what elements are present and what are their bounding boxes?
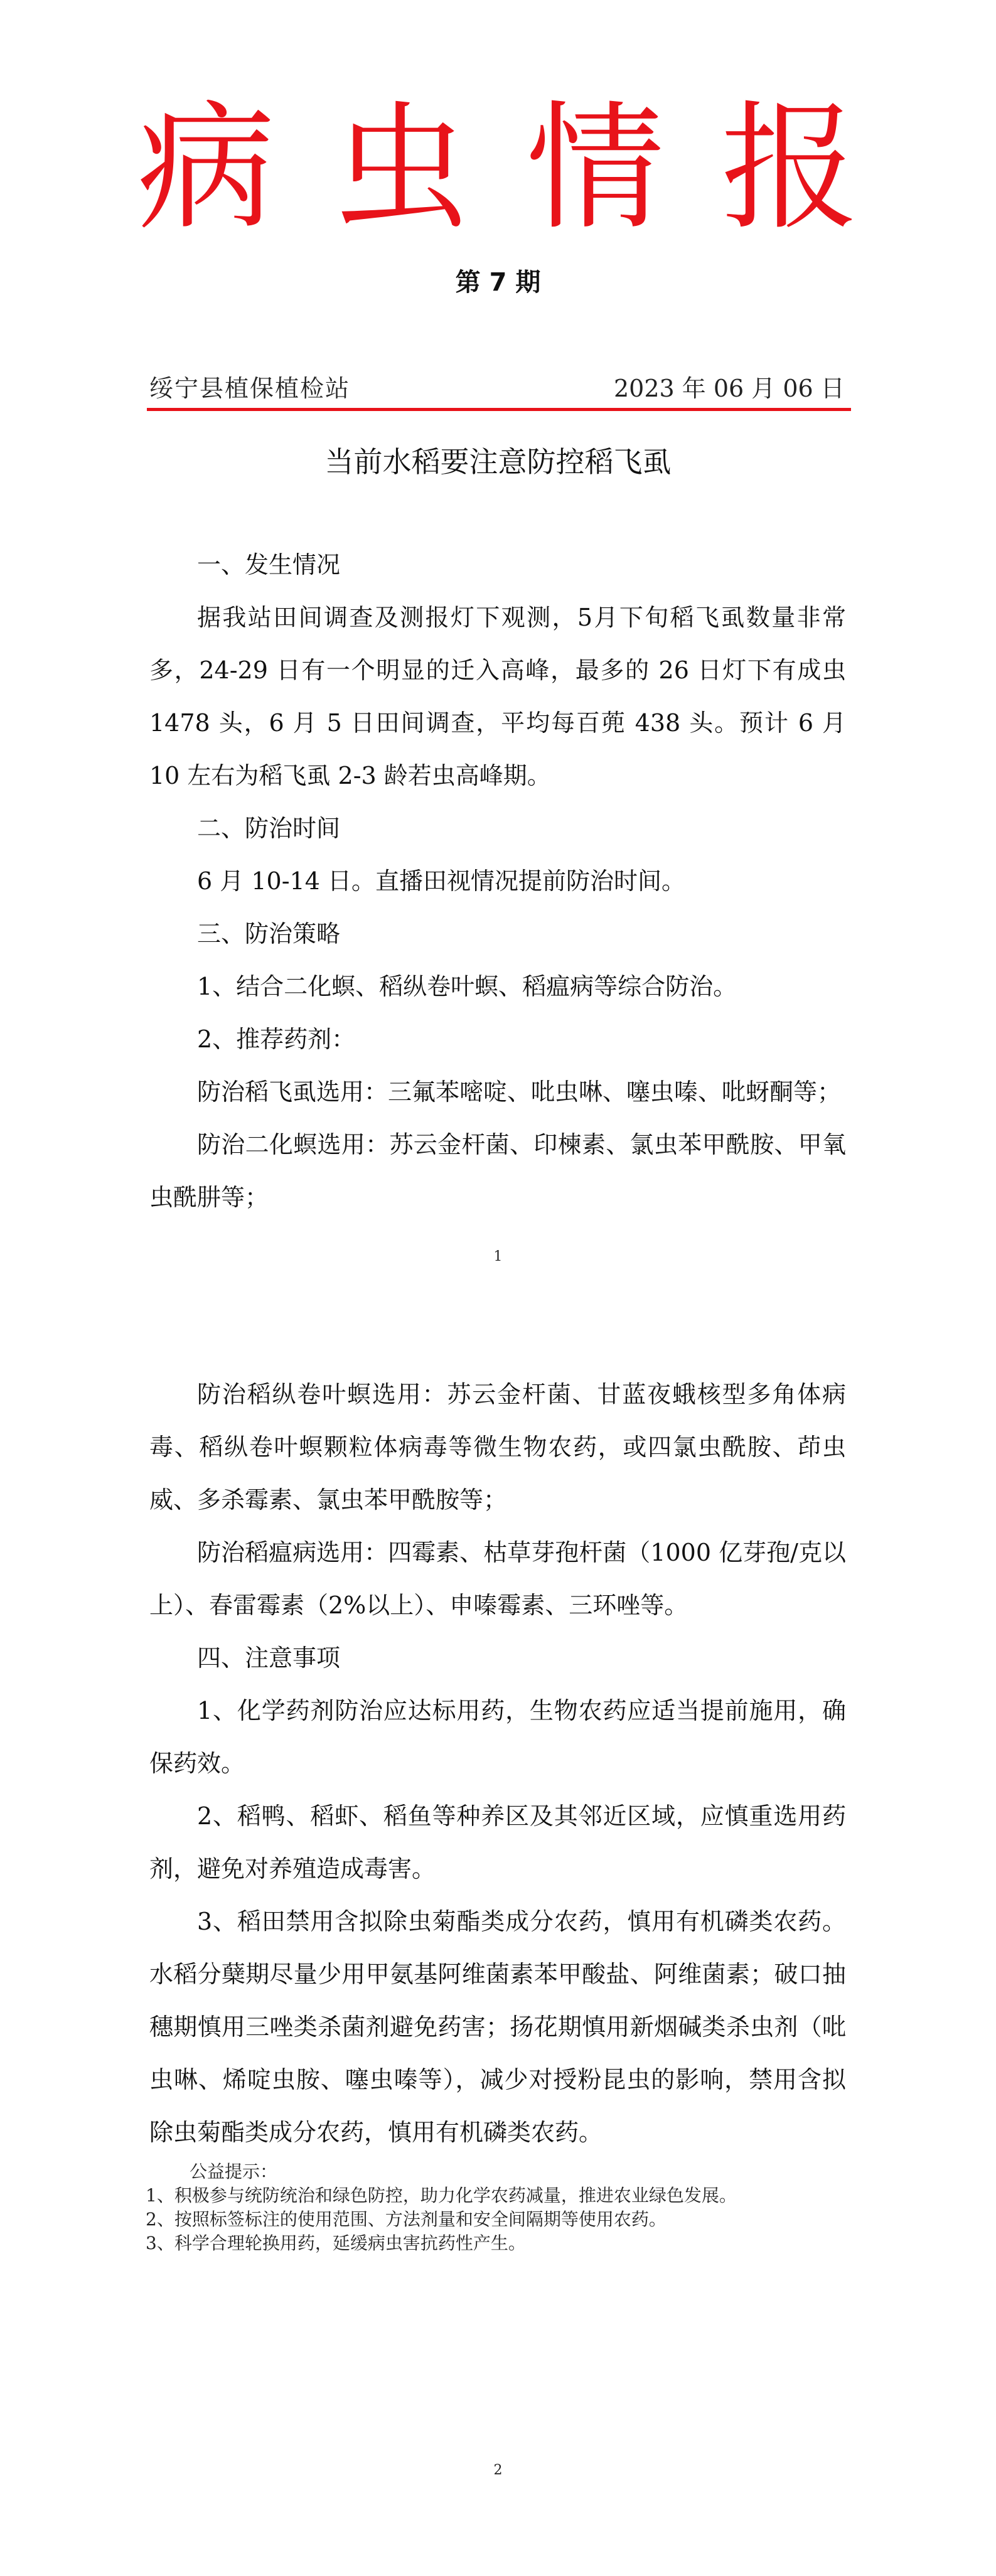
article-title: 当前水稻要注意防控稻飞虱 <box>324 445 672 479</box>
paragraph: 据我站田间调查及测报灯下观测，5月下旬稻飞虱数量非常多，24-29 日有一个明显的迁入高峰，最多的 26 日灯下有成虫 1478 头，6 月 5 日田间调查，平均每百蔸 438 头。预计 6 月 10 左右为稻飞虱 2-3 龄若虫高峰期。 <box>149 604 846 789</box>
page-number: 2 <box>493 2462 503 2478</box>
tips-title: 公益提示： <box>190 2161 278 2182</box>
section-heading: 三、防治策略 <box>197 920 341 948</box>
section-heading: 四、注意事项 <box>197 1644 341 1672</box>
issue-number: 第 7 期 <box>455 268 541 297</box>
paragraph: 1、化学药剂防治应达标用药，生物农药应适当提前施用，确保药效。 <box>149 1697 846 1777</box>
paragraph: 2、稻鸭、稻虾、稻鱼等种养区及其邻近区域，应慎重选用药剂，避免对养殖造成毒害。 <box>149 1802 846 1883</box>
red-divider <box>147 408 851 411</box>
organization-name: 绥宁县植保植检站 <box>149 375 351 402</box>
section-heading: 二、防治时间 <box>197 815 341 842</box>
section-heading: 一、发生情况 <box>197 551 341 579</box>
article-body-page-2 <box>149 1368 846 2159</box>
tip-item: 2、按照标签标注的使用范围、方法剂量和安全间隔期等使用农药。 <box>146 2209 667 2230</box>
public-tips <box>146 2160 737 2255</box>
paragraph: 防治二化螟选用：苏云金杆菌、印楝素、氯虫苯甲酰胺、甲氧虫酰肼等； <box>149 1131 846 1211</box>
page-2 <box>0 1288 996 2576</box>
page-number: 1 <box>493 1249 503 1264</box>
masthead-title: 病虫情报 <box>137 88 916 249</box>
article-body-page-1 <box>149 538 846 1224</box>
paragraph: 防治稻纵卷叶螟选用：苏云金杆菌、甘蓝夜蛾核型多角体病毒、稻纵卷叶螟颗粒体病毒等微生物农药，或四氯虫酰胺、茚虫威、多杀霉素、氯虫苯甲酰胺等； <box>149 1381 846 1514</box>
paragraph: 1、结合二化螟、稻纵卷叶螟、稻瘟病等综合防治。 <box>197 973 737 1000</box>
paragraph: 6 月 10-14 日。直播田视情况提前防治时间。 <box>197 867 685 895</box>
publish-date: 2023 年 06 月 06 日 <box>614 375 845 402</box>
tip-item: 3、科学合理轮换用药，延缓病虫害抗药性产生。 <box>146 2233 526 2253</box>
paragraph: 3、稻田禁用含拟除虫菊酯类成分农药，慎用有机磷类农药。水稻分蘖期尽量少用甲氨基阿维菌素苯甲酸盐、阿维菌素；破口抽穗期慎用三唑类杀菌剂避免药害；扬花期慎用新烟碱类杀虫剂（吡虫啉、烯啶虫胺、噻虫嗪等），减少对授粉昆虫的影响，禁用含拟除虫菊酯类成分农药，慎用有机磷类农药。 <box>149 1908 846 2146</box>
paragraph: 防治稻瘟病选用：四霉素、枯草芽孢杆菌（1000 亿芽孢/克以上）、春雷霉素（2%以上）、申嗪霉素、三环唑等。 <box>149 1539 846 1619</box>
paragraph: 2、推荐药剂： <box>197 1025 356 1053</box>
tip-item: 1、积极参与统防统治和绿色防控，助力化学农药减量，推进农业绿色发展。 <box>146 2185 737 2206</box>
paragraph: 防治稻飞虱选用：三氟苯嘧啶、吡虫啉、噻虫嗪、吡蚜酮等； <box>197 1078 842 1106</box>
